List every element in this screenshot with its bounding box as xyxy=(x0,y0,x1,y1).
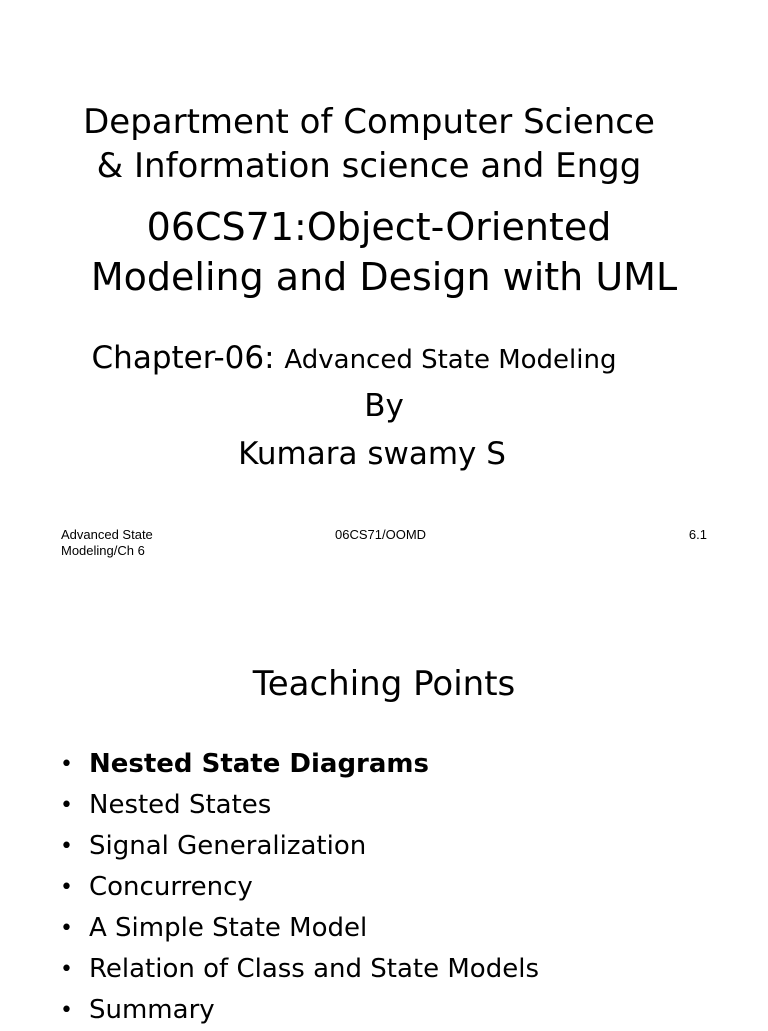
footer-left xyxy=(61,527,191,559)
list-item xyxy=(60,826,539,867)
teaching-points-list xyxy=(60,744,539,1031)
chapter-label: Chapter-06: xyxy=(91,340,285,376)
list-item xyxy=(60,744,539,785)
course-title xyxy=(0,202,768,302)
bullet-icon: • xyxy=(60,834,73,859)
list-item-label: Concurrency xyxy=(89,872,253,902)
list-item-label: A Simple State Model xyxy=(89,913,368,943)
bullet-icon: • xyxy=(60,998,73,1023)
chapter-title: Advanced State Modeling xyxy=(284,345,617,375)
teaching-points-title: Teaching Points xyxy=(252,664,516,704)
footer-left-line-2: Modeling/Ch 6 xyxy=(61,543,145,558)
list-item-label: Summary xyxy=(89,995,215,1025)
list-item xyxy=(60,949,539,990)
footer-left-line-1: Advanced State xyxy=(61,527,153,542)
list-item xyxy=(60,990,539,1031)
list-item-label: Nested States xyxy=(89,790,272,820)
by-label: By xyxy=(364,388,404,424)
list-item xyxy=(60,785,539,826)
slide-number: 6.1 xyxy=(688,527,707,542)
chapter-heading xyxy=(0,336,738,382)
department-line-2: & Information science and Engg xyxy=(96,146,642,186)
bullet-icon: • xyxy=(60,793,73,818)
author-name: Kumara swamy S xyxy=(238,436,506,472)
department-line-1: Department of Computer Science xyxy=(83,102,655,142)
course-title-line-2: Modeling and Design with UML xyxy=(90,255,678,299)
list-item-label: Nested State Diagrams xyxy=(89,749,429,779)
bullet-icon: • xyxy=(60,957,73,982)
teaching-points-slide xyxy=(0,590,768,1024)
bullet-icon: • xyxy=(60,916,73,941)
footer-center: 06CS71/OOMD xyxy=(335,527,427,542)
bullet-icon: • xyxy=(60,752,73,777)
bullet-icon: • xyxy=(60,875,73,900)
slide-footer xyxy=(61,527,707,567)
department-heading xyxy=(0,100,768,188)
course-title-line-1: 06CS71:Object-Oriented xyxy=(146,205,612,249)
list-item-label: Signal Generalization xyxy=(89,831,367,861)
list-item xyxy=(60,867,539,908)
list-item-label: Relation of Class and State Models xyxy=(89,954,539,984)
list-item xyxy=(60,908,539,949)
